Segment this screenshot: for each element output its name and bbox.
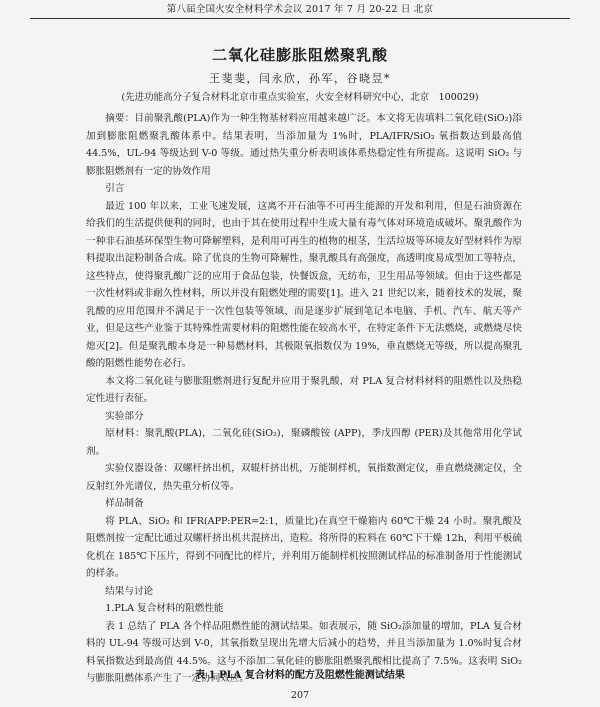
- materials-paragraph: 原材料：聚乳酸(PLA)，二氧化硅(SiO₂)，聚磷酸铵 (APP)，季戊四醇 (PER)及其他常用化学试剂。: [86, 428, 522, 457]
- abstract: 摘要：目前聚乳酸(PLA)作为一种生物基材料应用越来越广泛。本文将无齿填料二氧化硅(SiO₂)添加到膨胀阻燃聚乳酸体系中。结果表明，当添加量为 1%时，PLA/IFR/SiO₂ 氧指数达到最高值 44.5%，UL-94 等级达到 V-0 等级。通过热失重分析表明该体系热稳定性有所提高。这说明 SiO₂ 与膨胀阻燃剂有一定的协效作用: [86, 113, 522, 177]
- body-text: [86, 110, 522, 688]
- flame-retardancy-subheading: 1.PLA 复合材料的阻燃性能: [105, 603, 224, 614]
- instruments-paragraph: 实验仪器设备：双螺杆挤出机，双辊杆挤出机，万能制样机，氧指数测定仪，垂直燃烧测定仪，全反射红外光谱仪，热失重分析仪等。: [86, 463, 522, 492]
- intro-paragraph-1: 最近 100 年以来，工业飞速发展，这离不开石油等不可再生能源的开发和利用，但是石油资源在给我们的生活提供便利的同时，也由于其在使用过程中生成大量有毒气体对环境造成破坏。聚乳酸作为一种非石油基环保型生物可降解塑料，是利用可再生的植物的根茎，生活垃圾等环境友好型材料作为原料提取出淀粉制备合成。除了优良的生物可降解性，聚乳酸具有高强度，高透明度易成型加工等特点，这些特点，使得聚乳酸广泛的应用于食品包装，快餐饭盒，无纺布，卫生用品等领域。但由于这些都是一次性材料或非耐久性材料，所以并没有阻燃处理的需要[1]。进入 21 世纪以来，随着技术的发展，聚乳酸的应用范围并不满足于一次性包装等领域，而是逐步扩展到笔记本电脑、手机、汽车、航天等产业，但是这些产业鉴于其特殊性需要材料的阻燃性能在较高水平，在特定条件下无法燃烧，或燃烧尽快熄灭[2]。但是聚乳酸本身是一种易燃材料，其极限氧指数仅为 19%，垂直燃烧无等级，所以提高聚乳酸的阻燃性能势在必行。: [86, 200, 522, 369]
- table-caption: 表 1 PLA 复合材料的配方及阻燃性能测试结果: [195, 670, 405, 681]
- sample-prep-paragraph: 将 PLA、SiO₂ 和 IFR(APP:PER=2:1，质量比)在真空干燥箱内 60℃干燥 24 小时。聚乳酸及阻燃剂按一定配比通过双螺杆挤出机共混挤出，造粒。将所得的粒料在 60℃下干燥 12h，利用平板硫化机在 185℃下压片，得到不同配比的样片，并利用万能制样机按照测试样品的标准制备用于性能测试的样条。: [86, 515, 522, 579]
- intro-paragraph-2: 本文将二氧化硅与膨胀阻燃剂进行复配并应用于聚乳酸，对 PLA 复合材料材料的阻燃性以及热稳定性进行表征。: [86, 375, 522, 404]
- paper-title: 二氧化硅膨胀阻燃聚乳酸: [211, 46, 388, 64]
- author-list: 王斐斐，闫永欣，孙军，谷晓昱*: [209, 72, 391, 85]
- affiliation: (先进功能高分子复合材料北京市重点实验室，火安全材料研究中心，北京 100029): [121, 92, 479, 103]
- running-header: 第八届全国火安全材料学术会议 2017 年 7 月 20-22 日 北京: [30, 2, 570, 19]
- experimental-heading: 实验部分: [105, 410, 144, 422]
- page-number: 207: [290, 690, 310, 701]
- results-heading: 结果与讨论: [105, 585, 154, 597]
- intro-heading: 引言: [105, 183, 125, 194]
- results-paragraph: 表 1 总结了 PLA 各个样品阻燃性能的测试结果。如表展示，随 SiO₂添加量的增加，PLA 复合材料的 UL-94 等级可达到 V-0，其氧指数呈现出先增大后减小的趋势，并且当添加量为 1.0%时复合材料氧指数达到最高值 44.5%。这与不添加二氧化硅的膨胀阻燃聚乳酸相比提高了 7.5%。这表明 SiO₂ 与膨胀阻燃体系产生了一定协同效应。: [86, 620, 522, 684]
- sample-prep-heading: 样品制备: [105, 498, 144, 509]
